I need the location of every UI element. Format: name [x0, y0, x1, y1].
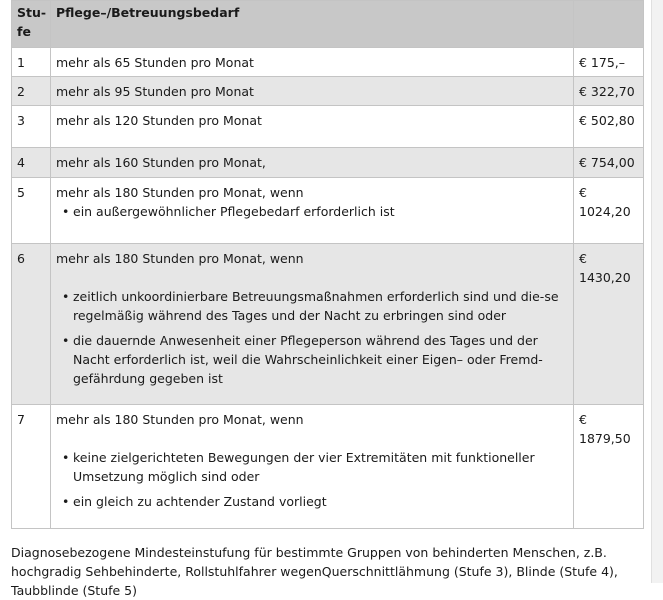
row-betrag: € 1430,20: [574, 244, 644, 405]
row-bedarf-intro: mehr als 180 Stunden pro Monat, wenn: [56, 185, 304, 200]
row-stufe: 2: [12, 77, 51, 106]
row-betrag: € 322,70: [574, 77, 644, 106]
header-betrag: [574, 1, 644, 48]
condition-list: [56, 287, 568, 388]
row-betrag: € 754,00: [574, 148, 644, 178]
row-stufe: 5: [12, 178, 51, 244]
row-bedarf-intro: mehr als 180 Stunden pro Monat, wenn: [56, 412, 304, 427]
condition-item: • die dauernde Anwesenheit einer Pflegeperson während des Tages und der Nacht erforderlich ist, weil die Wahrscheinlichkeit einer Eigen– oder Fremd-gefährdung gegeben ist: [62, 331, 568, 388]
table-row: [12, 77, 644, 106]
table-row: [12, 244, 644, 405]
condition-item: • zeitlich unkoordinierbare Betreuungsmaßnahmen erforderlich sind und die-se regelmäßig während des Tages und der Nacht zu erbringen sind oder: [62, 287, 568, 325]
row-betrag: € 175,–: [574, 48, 644, 77]
footnote-text: Diagnosebezogene Mindesteinstufung für bestimmte Gruppen von behinderten Menschen, z.B. hochgradig Sehbehinderte, Rollstuhlfahrer wegenQuerschnittlähmung (Stufe 3), Blinde (Stufe 4), Taubblinde (Stufe 5): [11, 545, 618, 598]
row-betrag: € 1879,50: [574, 405, 644, 529]
row-bedarf: [51, 244, 574, 405]
row-bedarf: mehr als 95 Stunden pro Monat: [51, 77, 574, 106]
row-stufe: 6: [12, 244, 51, 405]
row-stufe: 1: [12, 48, 51, 77]
pflegegeld-table: [11, 0, 644, 529]
row-bedarf: [51, 178, 574, 244]
row-betrag: € 1024,20: [574, 178, 644, 244]
condition-item: • ein außergewöhnlicher Pflegebedarf erforderlich ist: [62, 202, 568, 221]
table-row: [12, 106, 644, 148]
table-header-row: [12, 1, 644, 48]
row-stufe: 7: [12, 405, 51, 529]
row-bedarf: [51, 405, 574, 529]
row-bedarf-intro: mehr als 180 Stunden pro Monat, wenn: [56, 251, 304, 266]
row-bedarf: mehr als 160 Stunden pro Monat,: [51, 148, 574, 178]
header-bedarf: Pflege–/Betreuungsbedarf: [51, 1, 574, 48]
row-bedarf: mehr als 120 Stunden pro Monat: [51, 106, 574, 148]
row-bedarf: mehr als 65 Stunden pro Monat: [51, 48, 574, 77]
table-row: [12, 178, 644, 244]
condition-item: • ein gleich zu achtender Zustand vorliegt: [62, 492, 568, 511]
table-row: [12, 148, 644, 178]
row-stufe: 3: [12, 106, 51, 148]
table-row: [12, 405, 644, 529]
row-stufe: 4: [12, 148, 51, 178]
scroll-gutter: [651, 0, 663, 583]
table-row: [12, 48, 644, 77]
condition-list: [56, 202, 568, 221]
condition-list: [56, 448, 568, 511]
condition-item: • keine zielgerichteten Bewegungen der vier Extremitäten mit funktioneller Umsetzung möglich sind oder: [62, 448, 568, 486]
row-betrag: € 502,80: [574, 106, 644, 148]
header-stufe: Stu-fe: [12, 1, 51, 48]
